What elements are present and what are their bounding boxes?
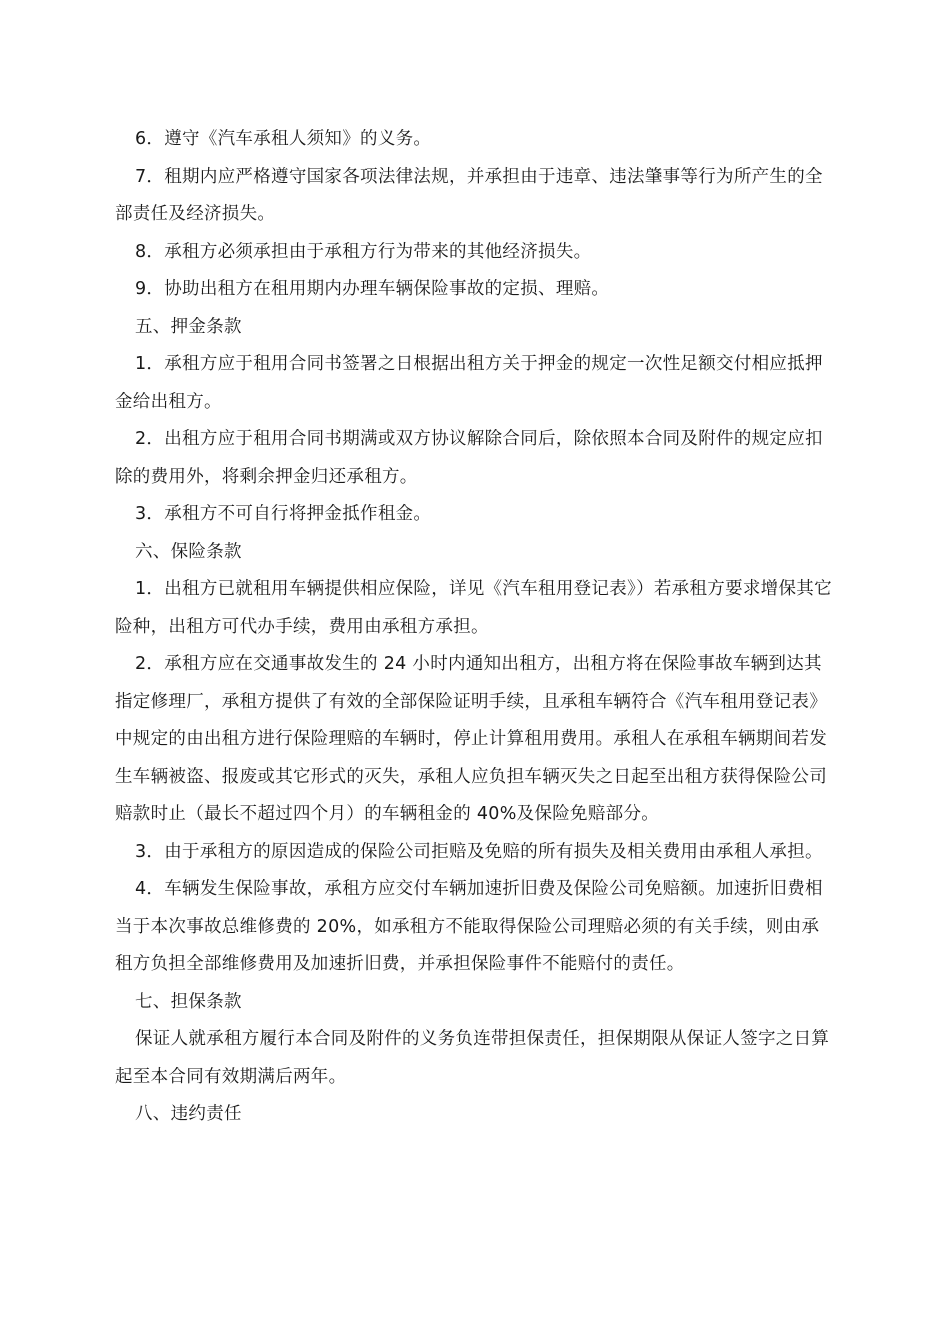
clause-9-insurance-assist: 9．协助出租方在租用期内办理车辆保险事故的定损、理赔。 [135,279,610,299]
deposit-clause-3: 3．承租方不可自行将押金抵作租金。 [135,504,432,524]
guarantee-clause: 保证人就承租方履行本合同及附件的义务负连带担保责任，担保期限从保证人签字之日算起至本合同有效期满后两年。 [115,1029,830,1087]
section-heading-breach: 八、违约责任 [135,1104,242,1124]
clause-7-obey-laws: 7．租期内应严格遵守国家各项法律法规，并承担由于违章、违法肇事等行为所产生的全部责任及经济损失。 [115,166,823,224]
deposit-clause-2: 2．出租方应于租用合同书期满或双方协议解除合同后，除依照本合同及附件的规定应扣除的费用外，将剩余押金归还承租方。 [115,429,823,487]
insurance-clause-2: 2．承租方应在交通事故发生的 24 小时内通知出租方，出租方将在保险事故车辆到达其指定修理厂，承租方提供了有效的全部保险证明手续，且承租车辆符合《汽车租用登记表》中规定的由出租方进行保险理赔的车辆时，停止计算租用费用。承租人在承租车辆期间若发生车辆被盗、报废或其它形式的灭失，承租人应负担车辆灭失之日起至出租方获得保险公司赔款时止（最长不超过四个月）的车辆租金的 40%及保险免赔部分。 [115,654,827,824]
clause-6-obey-notice: 6．遵守《汽车承租人须知》的义务。 [135,129,432,149]
section-heading-guarantee: 七、担保条款 [135,991,242,1012]
insurance-clause-1: 1．出租方已就租用车辆提供相应保险，详见《汽车租用登记表》）若承租方要求增保其它险种，出租方可代办手续，费用由承租方承担。 [115,579,832,637]
insurance-clause-3: 3．由于承租方的原因造成的保险公司拒赔及免赔的所有损失及相关费用由承租人承担。 [135,841,823,862]
deposit-clause-1: 1．承租方应于租用合同书签署之日根据出租方关于押金的规定一次性足额交付相应抵押 金给出租方。 [115,354,823,412]
document-body [115,121,837,1134]
section-heading-deposit: 五、押金条款 [135,316,242,337]
insurance-clause-4: 4．车辆发生保险事故，承租方应交付车辆加速折旧费及保险公司免赔额。加速折旧费相当于本次事故总维修费的 20%，如承租方不能取得保险公司理赔必须的有关手续，则由承租方负担全部维修费用及加速折旧费，并承担保险事件不能赔付的责任。 [115,879,823,974]
section-heading-insurance: 六、保险条款 [135,541,242,562]
clause-8-other-losses: 8．承租方必须承担由于承租方行为带来的其他经济损失。 [135,241,592,262]
